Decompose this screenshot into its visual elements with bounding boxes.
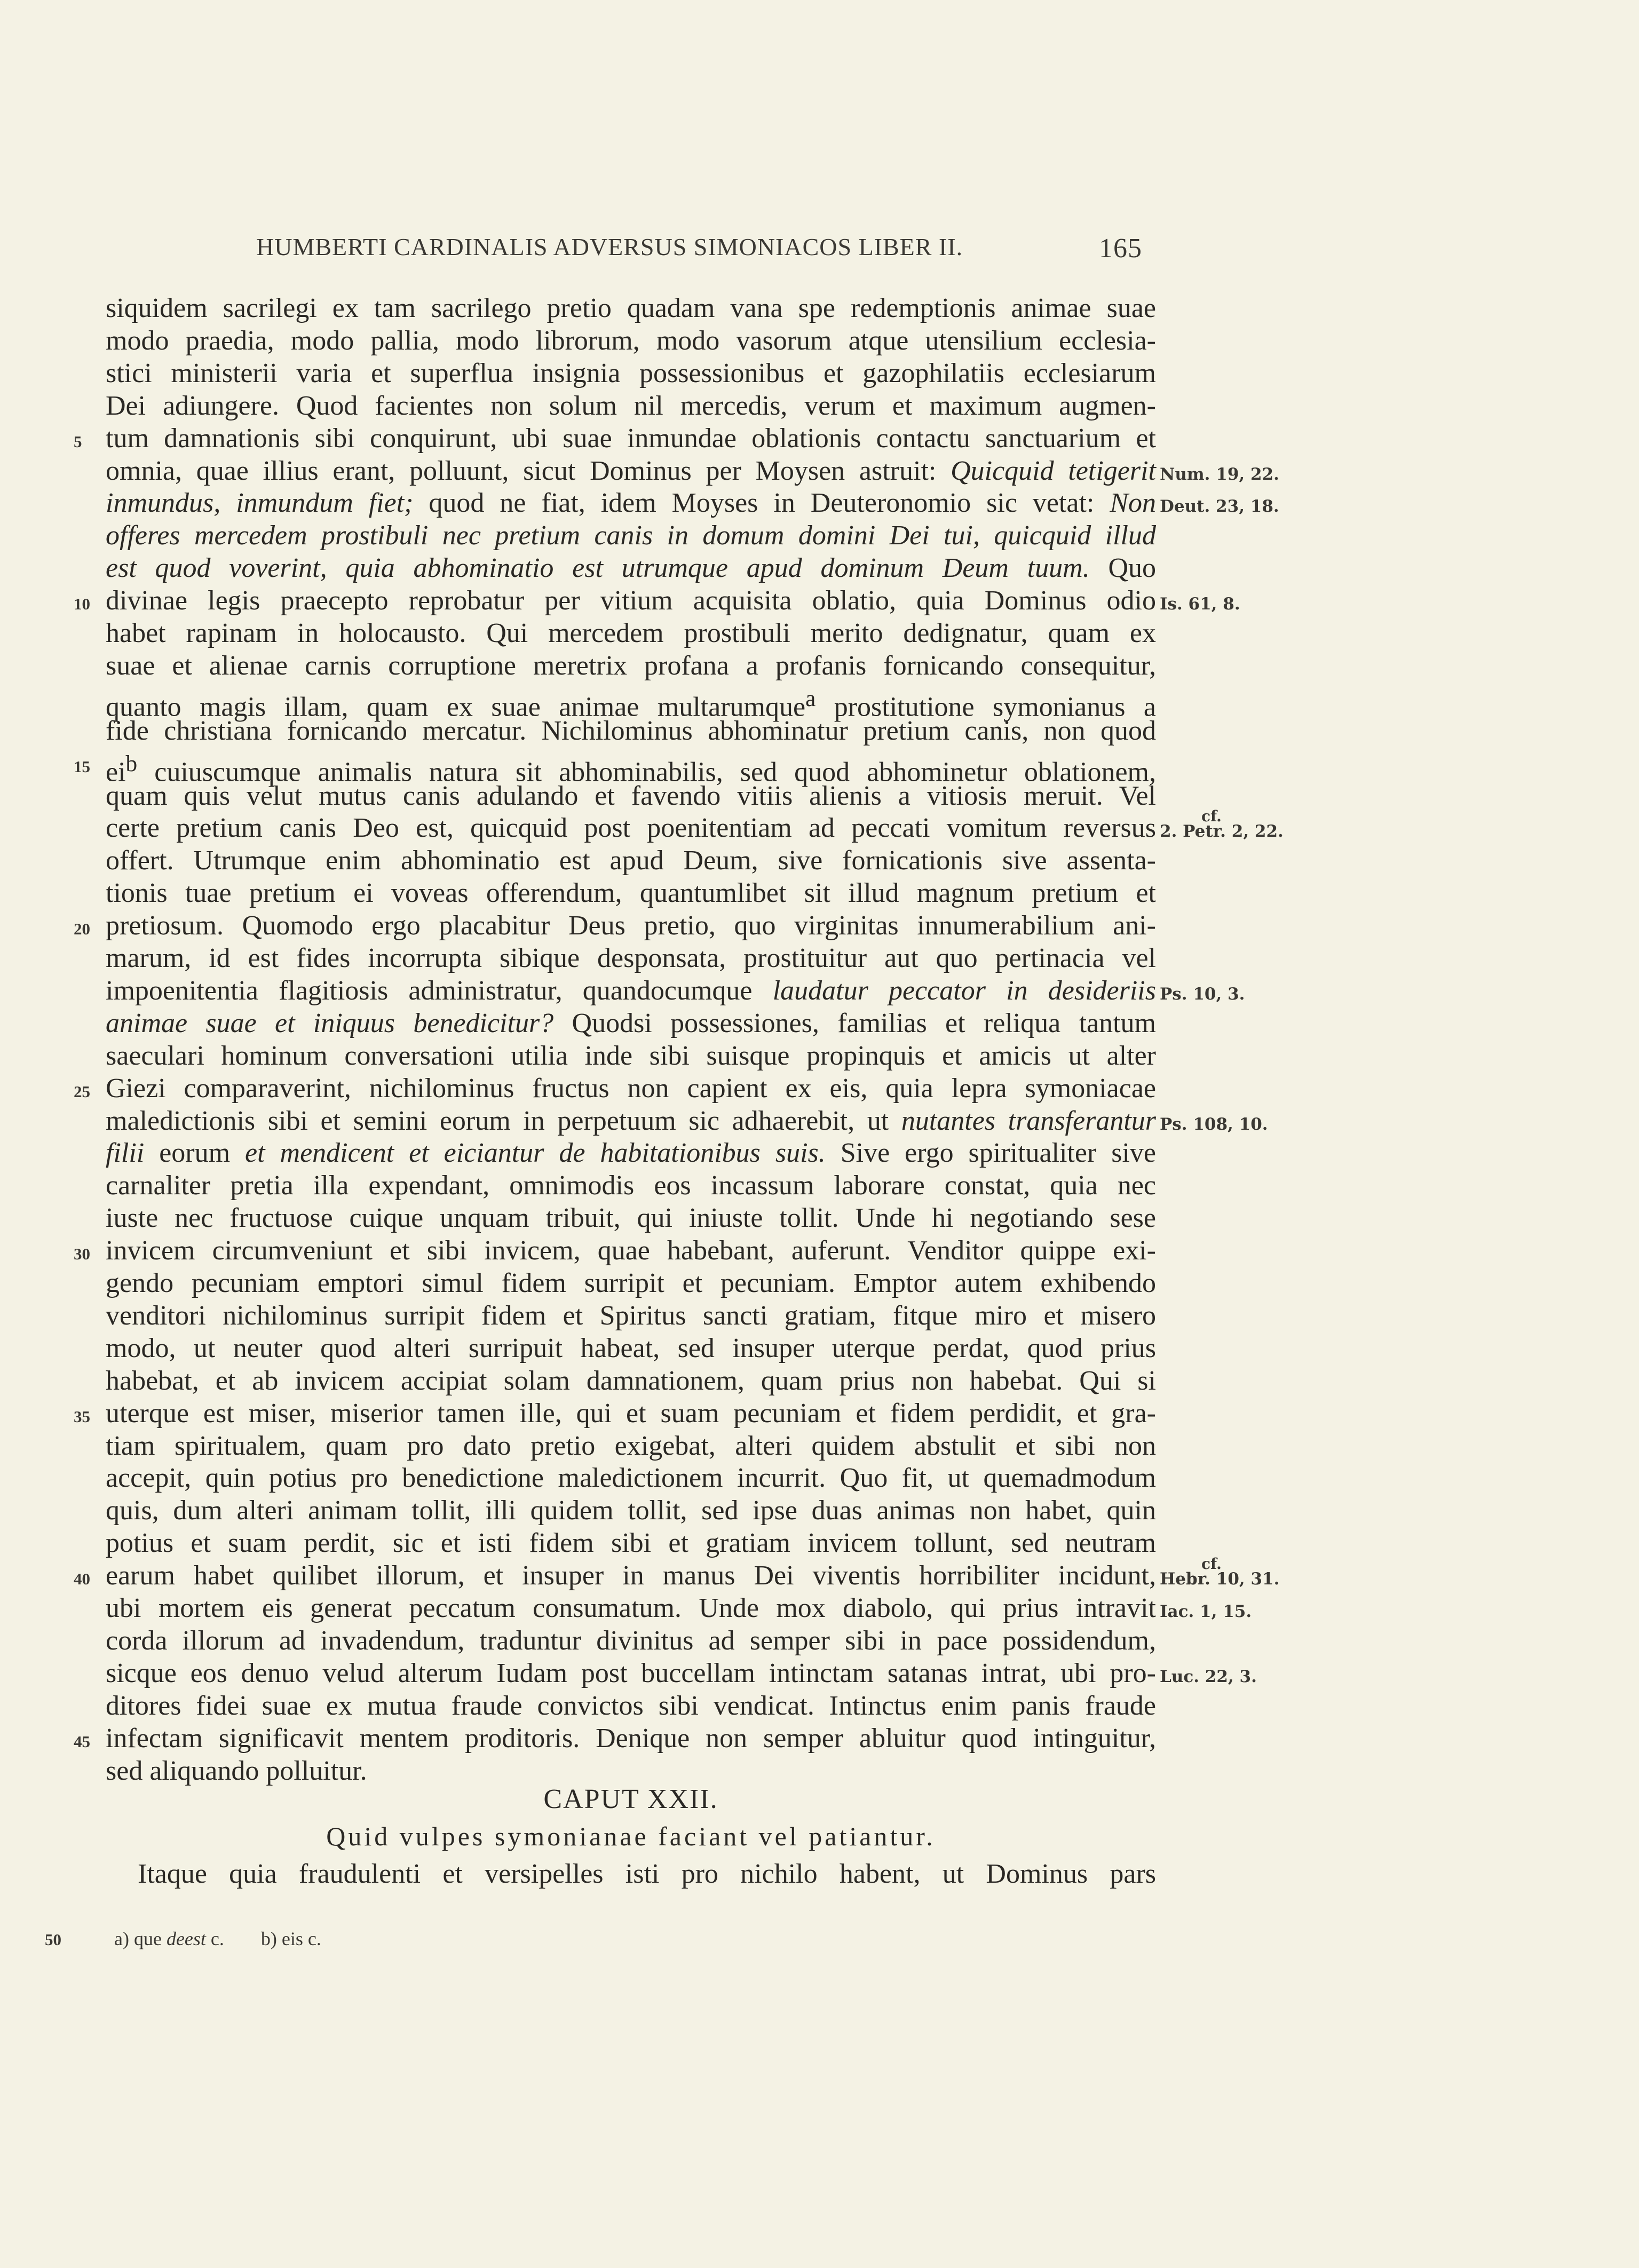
text-line (106, 358, 1156, 390)
running-header (256, 233, 1142, 264)
line-text: gendo pecuniam emptori simul fidem surripit et pecuniam. Emptor autem exhibendo (106, 1268, 1156, 1298)
line-text: omnia, quae illius erant, polluunt, sicut Dominus per Moysen astruit: Quicquid tetigerit (106, 455, 1156, 486)
text-line (74, 585, 1240, 617)
marginal-reference: Num. 19, 22. (1160, 464, 1279, 484)
line-text: habebat, et ab invicem accipiat solam damnationem, quam prius non habebat. Qui si (106, 1365, 1156, 1396)
line-text: Itaque quia fraudulenti et versipelles isti pro nichilo habent, ut Dominus pars (138, 1859, 1156, 1889)
line-text: accepit, quin potius pro benedictione maledictionem incurrit. Quo fit, ut quemadmodum (106, 1463, 1156, 1494)
footnote-a: a) que deest c. (114, 1928, 224, 1949)
line-text: corda illorum ad invadendum, traduntur divinitus ad semper sibi in pace possidendum, (106, 1625, 1156, 1656)
footnote-line-number: 50 (45, 1930, 61, 1949)
text-line (106, 1527, 1156, 1559)
text-line (74, 423, 1156, 455)
line-number: 30 (74, 1244, 90, 1264)
line-number: 40 (74, 1569, 90, 1589)
line-text: tum damnationis sibi conquirunt, ubi suae inmundae oblationis contactu sanctuarium et (106, 423, 1156, 454)
text-line (106, 1040, 1156, 1072)
line-text: ditores fidei suae ex mutua fraude convictos sibi vendicat. Intinctus enim panis fraude (106, 1690, 1156, 1721)
line-number: 15 (74, 757, 90, 776)
line-text: saeculari hominum conversationi utilia inde sibi suisque propinquis et amicis ut alter (106, 1040, 1156, 1071)
text-line (74, 1235, 1156, 1267)
line-text: uterque est miser, miserior tamen ille, qui et suam pecuniam et fidem perdidit, et gra- (106, 1398, 1156, 1429)
line-text: venditori nichilominus surripit fidem et Spiritus sancti gratiam, fitque miro et misero (106, 1300, 1156, 1331)
line-text: modo praedia, modo pallia, modo librorum, modo vasorum atque utensilium ecclesia- (106, 325, 1156, 356)
text-line (106, 877, 1156, 909)
text-line (106, 1137, 1156, 1169)
line-text: ubi mortem eis generat peccatum consumatum. Unde mox diabolo, qui prius intravit (106, 1593, 1156, 1623)
line-text: inmundus, inmundum fiet; quod ne fiat, idem Moyses in Deuteronomio sic vetat: Non (106, 488, 1157, 519)
line-number: 25 (74, 1082, 90, 1101)
text-line (74, 1398, 1156, 1430)
line-text: certe pretium canis Deo est, quicquid post poenitentiam ad peccati vomitum reversus (106, 813, 1156, 844)
text-line (106, 455, 1279, 487)
line-text: modo, ut neuter quod alteri surripuit habeat, sed insuper uterque perdat, quod prius (106, 1333, 1156, 1363)
text-line (106, 520, 1156, 552)
marginal-reference: Ps. 10, 3. (1160, 984, 1245, 1004)
text-line (106, 552, 1156, 584)
marginal-reference: Hebr. 10, 31. cf. (1160, 1563, 1279, 1595)
marginal-cf: cf. (1201, 1555, 1222, 1573)
line-text: quanto magis illam, quam ex suae animae multarumque$^a$ prostitutione symonianus a (106, 685, 1156, 723)
text-line (106, 1495, 1156, 1527)
marginal-reference: Ps. 108, 10. (1160, 1114, 1268, 1134)
text-line (106, 487, 1279, 519)
text-line (106, 1170, 1156, 1202)
text-line (74, 910, 1156, 942)
text-line (106, 1267, 1156, 1299)
line-text: carnaliter pretia illa expendant, omnimodis eos incassum laborare constat, quia nec (106, 1170, 1156, 1201)
line-text: potius et suam perdit, sic et isti fidem sibi et gratiam invicem tollunt, sed neutram (106, 1528, 1156, 1559)
line-text: pretiosum. Quomodo ergo placabitur Deus pretio, quo virginitas innumerabilium ani- (106, 910, 1156, 941)
line-text: quam quis velut mutus canis adulando et favendo vitiis alienis a vitiosis meruit. Vel (106, 780, 1156, 811)
line-text: infectam significavit mentem proditoris. Denique non semper abluitur quod intinguitur, (106, 1723, 1156, 1754)
line-text: quis, dum alteri animam tollit, illi quidem tollit, sed ipse duas animas non habet, quin (106, 1495, 1156, 1526)
line-number: 10 (74, 594, 90, 614)
chapter-first-line (138, 1858, 1156, 1890)
text-line (106, 1105, 1268, 1137)
line-text: offert. Utrumque enim abhominatio est apud Deum, sive fornicationis sive assenta- (106, 845, 1156, 876)
footnotes (45, 1928, 353, 1950)
chapter-rubric: Quid vulpes symonianae faciant vel patiantur. (326, 1821, 936, 1851)
line-text: Dei adiungere. Quod facientes non solum nil mercedis, verum et maximum augmen- (106, 390, 1156, 421)
page-number: 165 (1099, 233, 1142, 264)
line-text: Giezi comparaverint, nichilominus fructus non capient ex eis, quia lepra symoniacae (106, 1073, 1156, 1104)
text-line (106, 292, 1156, 324)
text-line (106, 1755, 1156, 1787)
line-text: invicem circumveniunt et sibi invicem, quae habebant, auferunt. Venditor quippe exi- (106, 1235, 1156, 1266)
text-line (106, 683, 1156, 723)
line-number: 5 (74, 432, 82, 451)
line-text: offeres mercedem prostibuli nec pretium canis in domum domini Dei tui, quicquid illud (106, 520, 1156, 551)
line-text: impoenitentia flagitiosis administratur, quandocumque laudatur peccator in desideriis (106, 975, 1156, 1006)
text-line (74, 1723, 1156, 1755)
text-line (106, 780, 1156, 812)
line-number: 35 (74, 1407, 90, 1426)
line-text: maledictionis sibi et semini eorum in perpetuum sic adhaerebit, ut nutantes transferantur (106, 1105, 1156, 1136)
line-text: filii eorum et mendicent et eiciantur de habitationibus suis. Sive ergo spiritualiter sive (106, 1138, 1157, 1169)
marginal-reference: Deut. 23, 18. (1160, 497, 1279, 517)
line-text: siquidem sacrilegi ex tam sacrilego pretio quadam vana spe redemptionis animae suae (106, 293, 1156, 323)
text-line (106, 1365, 1156, 1397)
text-line (106, 617, 1156, 649)
footnote-b: b) eis c. (260, 1928, 321, 1949)
text-line (106, 975, 1245, 1007)
marginal-reference: Is. 61, 8. (1160, 594, 1240, 614)
text-line (106, 325, 1156, 357)
line-text: stici ministerii varia et superflua insignia possessionibus et gazophilatiis ecclesiarum (106, 358, 1156, 388)
text-line (106, 390, 1156, 422)
text-line (106, 807, 1284, 844)
text-line (106, 942, 1156, 974)
text-line (106, 1008, 1156, 1040)
text-line (106, 1202, 1156, 1234)
text-line (106, 1300, 1156, 1332)
text-line (106, 650, 1156, 682)
line-text: fide christiana fornicando mercatur. Nichilominus abhominatur pretium canis, non quod (106, 715, 1156, 746)
line-text: sicque eos denuo velud alterum Iudam post buccellam intinctam satanas intrat, ubi pro- (106, 1658, 1156, 1688)
text-line (106, 1592, 1252, 1624)
marginal-reference: Luc. 22, 3. (1160, 1667, 1257, 1686)
line-text: tionis tuae pretium ei voveas offerendum, quantumlibet sit illud magnum pretium et (106, 878, 1156, 909)
marginal-cf: cf. (1201, 807, 1222, 826)
text-line (106, 1690, 1156, 1722)
line-text: earum habet quilibet illorum, et insuper in manus Dei viventis horribiliter incidunt, (106, 1560, 1156, 1591)
line-text: divinae legis praecepto reprobatur per vitium acquisita oblatio, quia Dominus odio (106, 585, 1156, 616)
line-text: suae et alienae carnis corruptione meretrix profana a profanis fornicando consequitur, (106, 650, 1156, 681)
text-line (74, 1073, 1156, 1105)
line-text: tiam spiritualem, quam pro dato pretio exigebat, alteri quidem abstulit et sibi non (106, 1430, 1156, 1461)
text-line (106, 845, 1156, 877)
text-line (74, 1555, 1280, 1592)
line-number: 20 (74, 919, 90, 939)
line-text: $ei^b$ cuiuscumque animalis natura sit abhominabilis, sed quod abhominetur oblationem, (106, 750, 1156, 787)
text-line (106, 715, 1156, 747)
text-line (106, 1430, 1156, 1462)
marginal-reference: Iac. 1, 15. (1160, 1602, 1252, 1621)
marginal-reference: 2. Petr. 2, 22. cf. (1160, 815, 1284, 847)
line-text: sed aliquando polluitur. (106, 1755, 367, 1786)
text-line (106, 1462, 1156, 1494)
line-text: iuste nec fructuose cuique unquam tribuit, qui iniuste tollit. Unde hi negotiando sese (106, 1203, 1156, 1234)
line-text: marum, id est fides incorrupta sibique desponsata, prostituitur aut quo pertinacia vel (106, 943, 1156, 973)
text-line (106, 1658, 1257, 1690)
line-number: 45 (74, 1732, 90, 1751)
text-line (106, 1625, 1156, 1657)
running-title: HUMBERTI CARDINALIS ADVERSUS SIMONIACOS LIBER II. (256, 233, 963, 260)
line-text: habet rapinam in holocausto. Qui mercedem prostibuli merito dedignatur, quam ex (106, 618, 1156, 648)
line-text: est quod voverint, quia abhominatio est utrumque apud dominum Deum tuum. Quo (106, 553, 1156, 584)
text-line (74, 748, 1156, 787)
chapter-heading: CAPUT XXII. (543, 1784, 718, 1814)
line-text: animae suae et iniquus benedicitur? Quodsi possessiones, familias et reliqua tantum (106, 1008, 1156, 1038)
text-line (106, 1333, 1156, 1365)
